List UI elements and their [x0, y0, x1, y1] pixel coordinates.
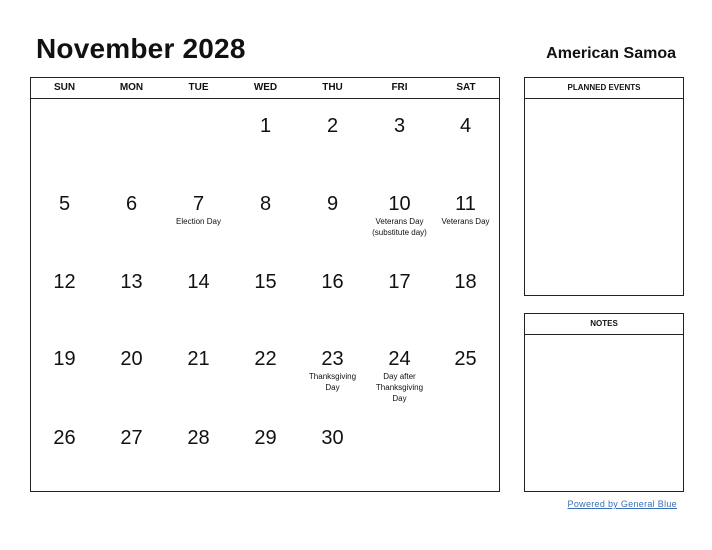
holiday-label: Election Day [176, 217, 221, 226]
day-number: 8 [259, 193, 272, 215]
day-cell [432, 192, 499, 227]
day-number: 11 [455, 193, 476, 215]
day-cell [299, 347, 366, 393]
day-cell [98, 426, 165, 450]
day-cell [165, 270, 232, 294]
day-cell [299, 426, 366, 450]
day-number: 28 [187, 427, 210, 449]
day-number: 6 [125, 193, 138, 215]
powered-by-link[interactable]: Powered by General Blue [567, 499, 677, 509]
day-number: 10 [388, 193, 411, 215]
day-cell [232, 114, 299, 138]
day-number: 14 [187, 271, 210, 293]
day-number: 1 [259, 115, 272, 137]
day-cell [366, 270, 433, 294]
holiday-label: Day after [383, 372, 416, 381]
weekday-sat: SAT [456, 82, 476, 93]
holiday-label: Veterans Day [441, 217, 490, 226]
day-cell [299, 114, 366, 138]
day-number: 27 [120, 427, 143, 449]
holiday-label: Day [392, 394, 407, 403]
day-cell [432, 114, 499, 138]
day-cell [31, 192, 98, 216]
holiday-label: Day [325, 383, 340, 392]
day-number: 21 [187, 348, 210, 370]
holiday-label: Thanksgiving [308, 372, 357, 381]
notes-heading: NOTES [525, 314, 683, 335]
day-number: 7 [192, 193, 205, 215]
day-number: 5 [58, 193, 71, 215]
day-number: 26 [53, 427, 76, 449]
weekday-fri: FRI [391, 82, 408, 93]
day-number: 13 [120, 271, 143, 293]
day-number: 23 [321, 348, 344, 370]
holiday-label: Thanksgiving [375, 383, 424, 392]
holiday-label: Veterans Day [375, 217, 424, 226]
weekday-wed: WED [253, 82, 278, 93]
weekday-sun: SUN [53, 82, 76, 93]
calendar-grid [30, 77, 500, 492]
day-number: 25 [454, 348, 477, 370]
holiday-label: (substitute day) [372, 228, 427, 237]
day-number: 30 [321, 427, 344, 449]
weekday-tue: TUE [188, 82, 209, 93]
day-cell [232, 192, 299, 216]
day-cell [232, 426, 299, 450]
page-title: November 2028 [36, 33, 246, 64]
day-cell [165, 192, 232, 227]
day-number: 16 [321, 271, 344, 293]
day-cell [98, 347, 165, 371]
day-cell [366, 347, 433, 404]
day-number: 2 [326, 115, 339, 137]
day-number: 9 [326, 193, 339, 215]
day-cell [31, 426, 98, 450]
day-cell [165, 426, 232, 450]
day-cell [366, 114, 433, 138]
weekday-mon: MON [119, 82, 144, 93]
day-number: 3 [393, 115, 406, 137]
day-cell [366, 192, 433, 238]
day-cell [31, 270, 98, 294]
planned-events-panel [524, 77, 684, 296]
day-number: 20 [120, 348, 143, 370]
day-cell [232, 347, 299, 371]
day-number: 22 [254, 348, 277, 370]
day-cell [98, 270, 165, 294]
day-cell [232, 270, 299, 294]
weekday-thu: THU [322, 82, 343, 93]
day-cell [98, 192, 165, 216]
day-cell [165, 347, 232, 371]
planned-events-heading: PLANNED EVENTS [525, 78, 683, 99]
day-number: 15 [254, 271, 277, 293]
region-label: American Samoa [546, 45, 676, 62]
notes-panel [524, 313, 684, 492]
day-cell [432, 270, 499, 294]
day-number: 17 [388, 271, 411, 293]
day-cell [432, 347, 499, 371]
day-cell [31, 347, 98, 371]
weekday-header [31, 78, 499, 99]
day-cell [299, 192, 366, 216]
day-number: 29 [254, 427, 277, 449]
day-number: 4 [459, 115, 472, 137]
day-number: 24 [388, 348, 411, 370]
day-number: 18 [454, 271, 477, 293]
day-number: 19 [53, 348, 76, 370]
day-number: 12 [53, 271, 76, 293]
day-cell [299, 270, 366, 294]
